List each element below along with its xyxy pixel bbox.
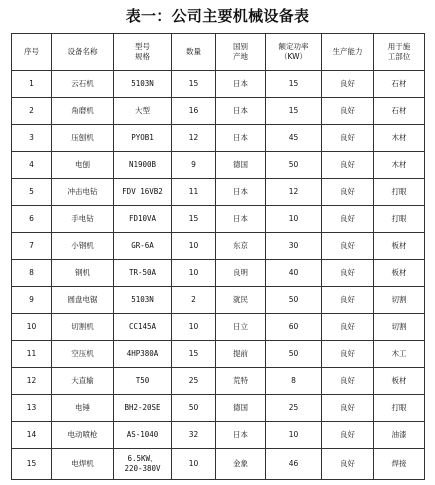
cell-country-origin: 金象 xyxy=(216,449,266,480)
cell-quantity: 10 xyxy=(172,233,216,260)
cell-model-spec: CC145A xyxy=(114,314,172,341)
table-row xyxy=(12,314,425,341)
cell-rated-power: 30 xyxy=(266,233,322,260)
cell-equipment-name: 电焊机 xyxy=(52,449,114,480)
cell-quantity: 12 xyxy=(172,125,216,152)
header-usage-part: 用于施 工部位 xyxy=(374,34,425,71)
table-row xyxy=(12,98,425,125)
cell-capacity: 良好 xyxy=(322,422,374,449)
cell-row-index: 11 xyxy=(12,341,52,368)
table-row xyxy=(12,260,425,287)
cell-usage-part: 木材 xyxy=(374,152,425,179)
table-row xyxy=(12,341,425,368)
cell-usage-part: 焊接 xyxy=(374,449,425,480)
cell-usage-part: 油漆 xyxy=(374,422,425,449)
cell-country-origin: 日立 xyxy=(216,314,266,341)
cell-row-index: 4 xyxy=(12,152,52,179)
cell-capacity: 良好 xyxy=(322,395,374,422)
cell-model-spec: GR-6A xyxy=(114,233,172,260)
cell-capacity: 良好 xyxy=(322,314,374,341)
cell-equipment-name: 钢机 xyxy=(52,260,114,287)
cell-country-origin: 德国 xyxy=(216,152,266,179)
cell-equipment-name: 手电钻 xyxy=(52,206,114,233)
cell-usage-part: 切割 xyxy=(374,287,425,314)
cell-country-origin: 东京 xyxy=(216,233,266,260)
header-index: 序号 xyxy=(12,34,52,71)
cell-capacity: 良好 xyxy=(322,71,374,98)
cell-usage-part: 打眼 xyxy=(374,395,425,422)
cell-model-spec: TR-50A xyxy=(114,260,172,287)
cell-row-index: 15 xyxy=(12,449,52,480)
table-row xyxy=(12,395,425,422)
cell-model-spec: N1900B xyxy=(114,152,172,179)
cell-country-origin: 荒特 xyxy=(216,368,266,395)
cell-capacity: 良好 xyxy=(322,98,374,125)
cell-equipment-name: 空压机 xyxy=(52,341,114,368)
cell-quantity: 16 xyxy=(172,98,216,125)
cell-row-index: 9 xyxy=(12,287,52,314)
cell-row-index: 5 xyxy=(12,179,52,206)
equipment-table xyxy=(11,33,425,480)
cell-country-origin: 日本 xyxy=(216,206,266,233)
cell-capacity: 良好 xyxy=(322,179,374,206)
cell-row-index: 14 xyxy=(12,422,52,449)
cell-row-index: 10 xyxy=(12,314,52,341)
table-row xyxy=(12,422,425,449)
cell-usage-part: 石材 xyxy=(374,98,425,125)
cell-usage-part: 切割 xyxy=(374,314,425,341)
cell-row-index: 13 xyxy=(12,395,52,422)
cell-quantity: 25 xyxy=(172,368,216,395)
cell-usage-part: 板材 xyxy=(374,260,425,287)
cell-model-spec: FDV 16VB2 xyxy=(114,179,172,206)
cell-rated-power: 45 xyxy=(266,125,322,152)
cell-quantity: 10 xyxy=(172,314,216,341)
table-row xyxy=(12,152,425,179)
table-row xyxy=(12,449,425,480)
cell-country-origin: 日本 xyxy=(216,422,266,449)
cell-equipment-name: 圆盘电锯 xyxy=(52,287,114,314)
table-row xyxy=(12,233,425,260)
cell-usage-part: 板材 xyxy=(374,368,425,395)
header-equipment-name: 设备名称 xyxy=(52,34,114,71)
cell-row-index: 8 xyxy=(12,260,52,287)
cell-rated-power: 40 xyxy=(266,260,322,287)
cell-rated-power: 50 xyxy=(266,287,322,314)
cell-capacity: 良好 xyxy=(322,206,374,233)
table-body xyxy=(12,71,425,480)
cell-model-spec: 大型 xyxy=(114,98,172,125)
cell-capacity: 良好 xyxy=(322,341,374,368)
cell-equipment-name: 电刨 xyxy=(52,152,114,179)
cell-row-index: 1 xyxy=(12,71,52,98)
cell-country-origin: 提前 xyxy=(216,341,266,368)
page-title: 表一：公司主要机械设备表 xyxy=(125,7,310,25)
cell-usage-part: 打眼 xyxy=(374,206,425,233)
table-row xyxy=(12,71,425,98)
cell-rated-power: 10 xyxy=(266,206,322,233)
cell-model-spec: 5103N xyxy=(114,287,172,314)
header-model-spec: 型号 规格 xyxy=(114,34,172,71)
cell-capacity: 良好 xyxy=(322,125,374,152)
header-quantity: 数量 xyxy=(172,34,216,71)
cell-rated-power: 15 xyxy=(266,98,322,125)
cell-equipment-name: 角磨机 xyxy=(52,98,114,125)
cell-model-spec: AS-1040 xyxy=(114,422,172,449)
cell-equipment-name: 电动喷枪 xyxy=(52,422,114,449)
cell-model-spec: 4HP380A xyxy=(114,341,172,368)
cell-country-origin: 良明 xyxy=(216,260,266,287)
cell-rated-power: 12 xyxy=(266,179,322,206)
cell-rated-power: 50 xyxy=(266,341,322,368)
header-rated-power: 额定功率 （KW） xyxy=(266,34,322,71)
cell-row-index: 2 xyxy=(12,98,52,125)
table-row xyxy=(12,179,425,206)
cell-row-index: 3 xyxy=(12,125,52,152)
cell-row-index: 6 xyxy=(12,206,52,233)
cell-rated-power: 15 xyxy=(266,71,322,98)
cell-usage-part: 板材 xyxy=(374,233,425,260)
cell-capacity: 良好 xyxy=(322,449,374,480)
cell-model-spec: PYOB1 xyxy=(114,125,172,152)
cell-usage-part: 木工 xyxy=(374,341,425,368)
table-row xyxy=(12,287,425,314)
cell-rated-power: 50 xyxy=(266,152,322,179)
cell-capacity: 良好 xyxy=(322,152,374,179)
cell-capacity: 良好 xyxy=(322,287,374,314)
cell-equipment-name: 压刨机 xyxy=(52,125,114,152)
cell-rated-power: 25 xyxy=(266,395,322,422)
cell-quantity: 50 xyxy=(172,395,216,422)
cell-quantity: 15 xyxy=(172,341,216,368)
table-header-row xyxy=(12,34,425,71)
cell-row-index: 7 xyxy=(12,233,52,260)
cell-equipment-name: 云石机 xyxy=(52,71,114,98)
cell-country-origin: 日本 xyxy=(216,125,266,152)
cell-usage-part: 石材 xyxy=(374,71,425,98)
cell-model-spec: T50 xyxy=(114,368,172,395)
table-row xyxy=(12,206,425,233)
cell-usage-part: 木材 xyxy=(374,125,425,152)
cell-rated-power: 10 xyxy=(266,422,322,449)
cell-equipment-name: 小钢机 xyxy=(52,233,114,260)
table-row xyxy=(12,125,425,152)
cell-row-index: 12 xyxy=(12,368,52,395)
cell-capacity: 良好 xyxy=(322,233,374,260)
cell-quantity: 11 xyxy=(172,179,216,206)
cell-capacity: 良好 xyxy=(322,260,374,287)
cell-model-spec: 5103N xyxy=(114,71,172,98)
cell-quantity: 15 xyxy=(172,71,216,98)
cell-quantity: 9 xyxy=(172,152,216,179)
cell-model-spec: FD10VA xyxy=(114,206,172,233)
cell-quantity: 32 xyxy=(172,422,216,449)
cell-country-origin: 日本 xyxy=(216,179,266,206)
cell-quantity: 10 xyxy=(172,449,216,480)
cell-country-origin: 日本 xyxy=(216,71,266,98)
cell-capacity: 良好 xyxy=(322,368,374,395)
cell-model-spec: 6.5KW、 220-380V xyxy=(114,449,172,480)
header-country-origin: 国别 产地 xyxy=(216,34,266,71)
table-row xyxy=(12,368,425,395)
cell-equipment-name: 冲击电钻 xyxy=(52,179,114,206)
cell-rated-power: 60 xyxy=(266,314,322,341)
cell-quantity: 10 xyxy=(172,260,216,287)
cell-usage-part: 打眼 xyxy=(374,179,425,206)
cell-country-origin: 日本 xyxy=(216,98,266,125)
cell-equipment-name: 切割机 xyxy=(52,314,114,341)
header-capacity: 生产能力 xyxy=(322,34,374,71)
cell-country-origin: 德国 xyxy=(216,395,266,422)
cell-quantity: 15 xyxy=(172,206,216,233)
cell-quantity: 2 xyxy=(172,287,216,314)
cell-rated-power: 8 xyxy=(266,368,322,395)
cell-country-origin: 就民 xyxy=(216,287,266,314)
cell-equipment-name: 大直输 xyxy=(52,368,114,395)
cell-rated-power: 46 xyxy=(266,449,322,480)
cell-equipment-name: 电锤 xyxy=(52,395,114,422)
cell-model-spec: BH2-20SE xyxy=(114,395,172,422)
